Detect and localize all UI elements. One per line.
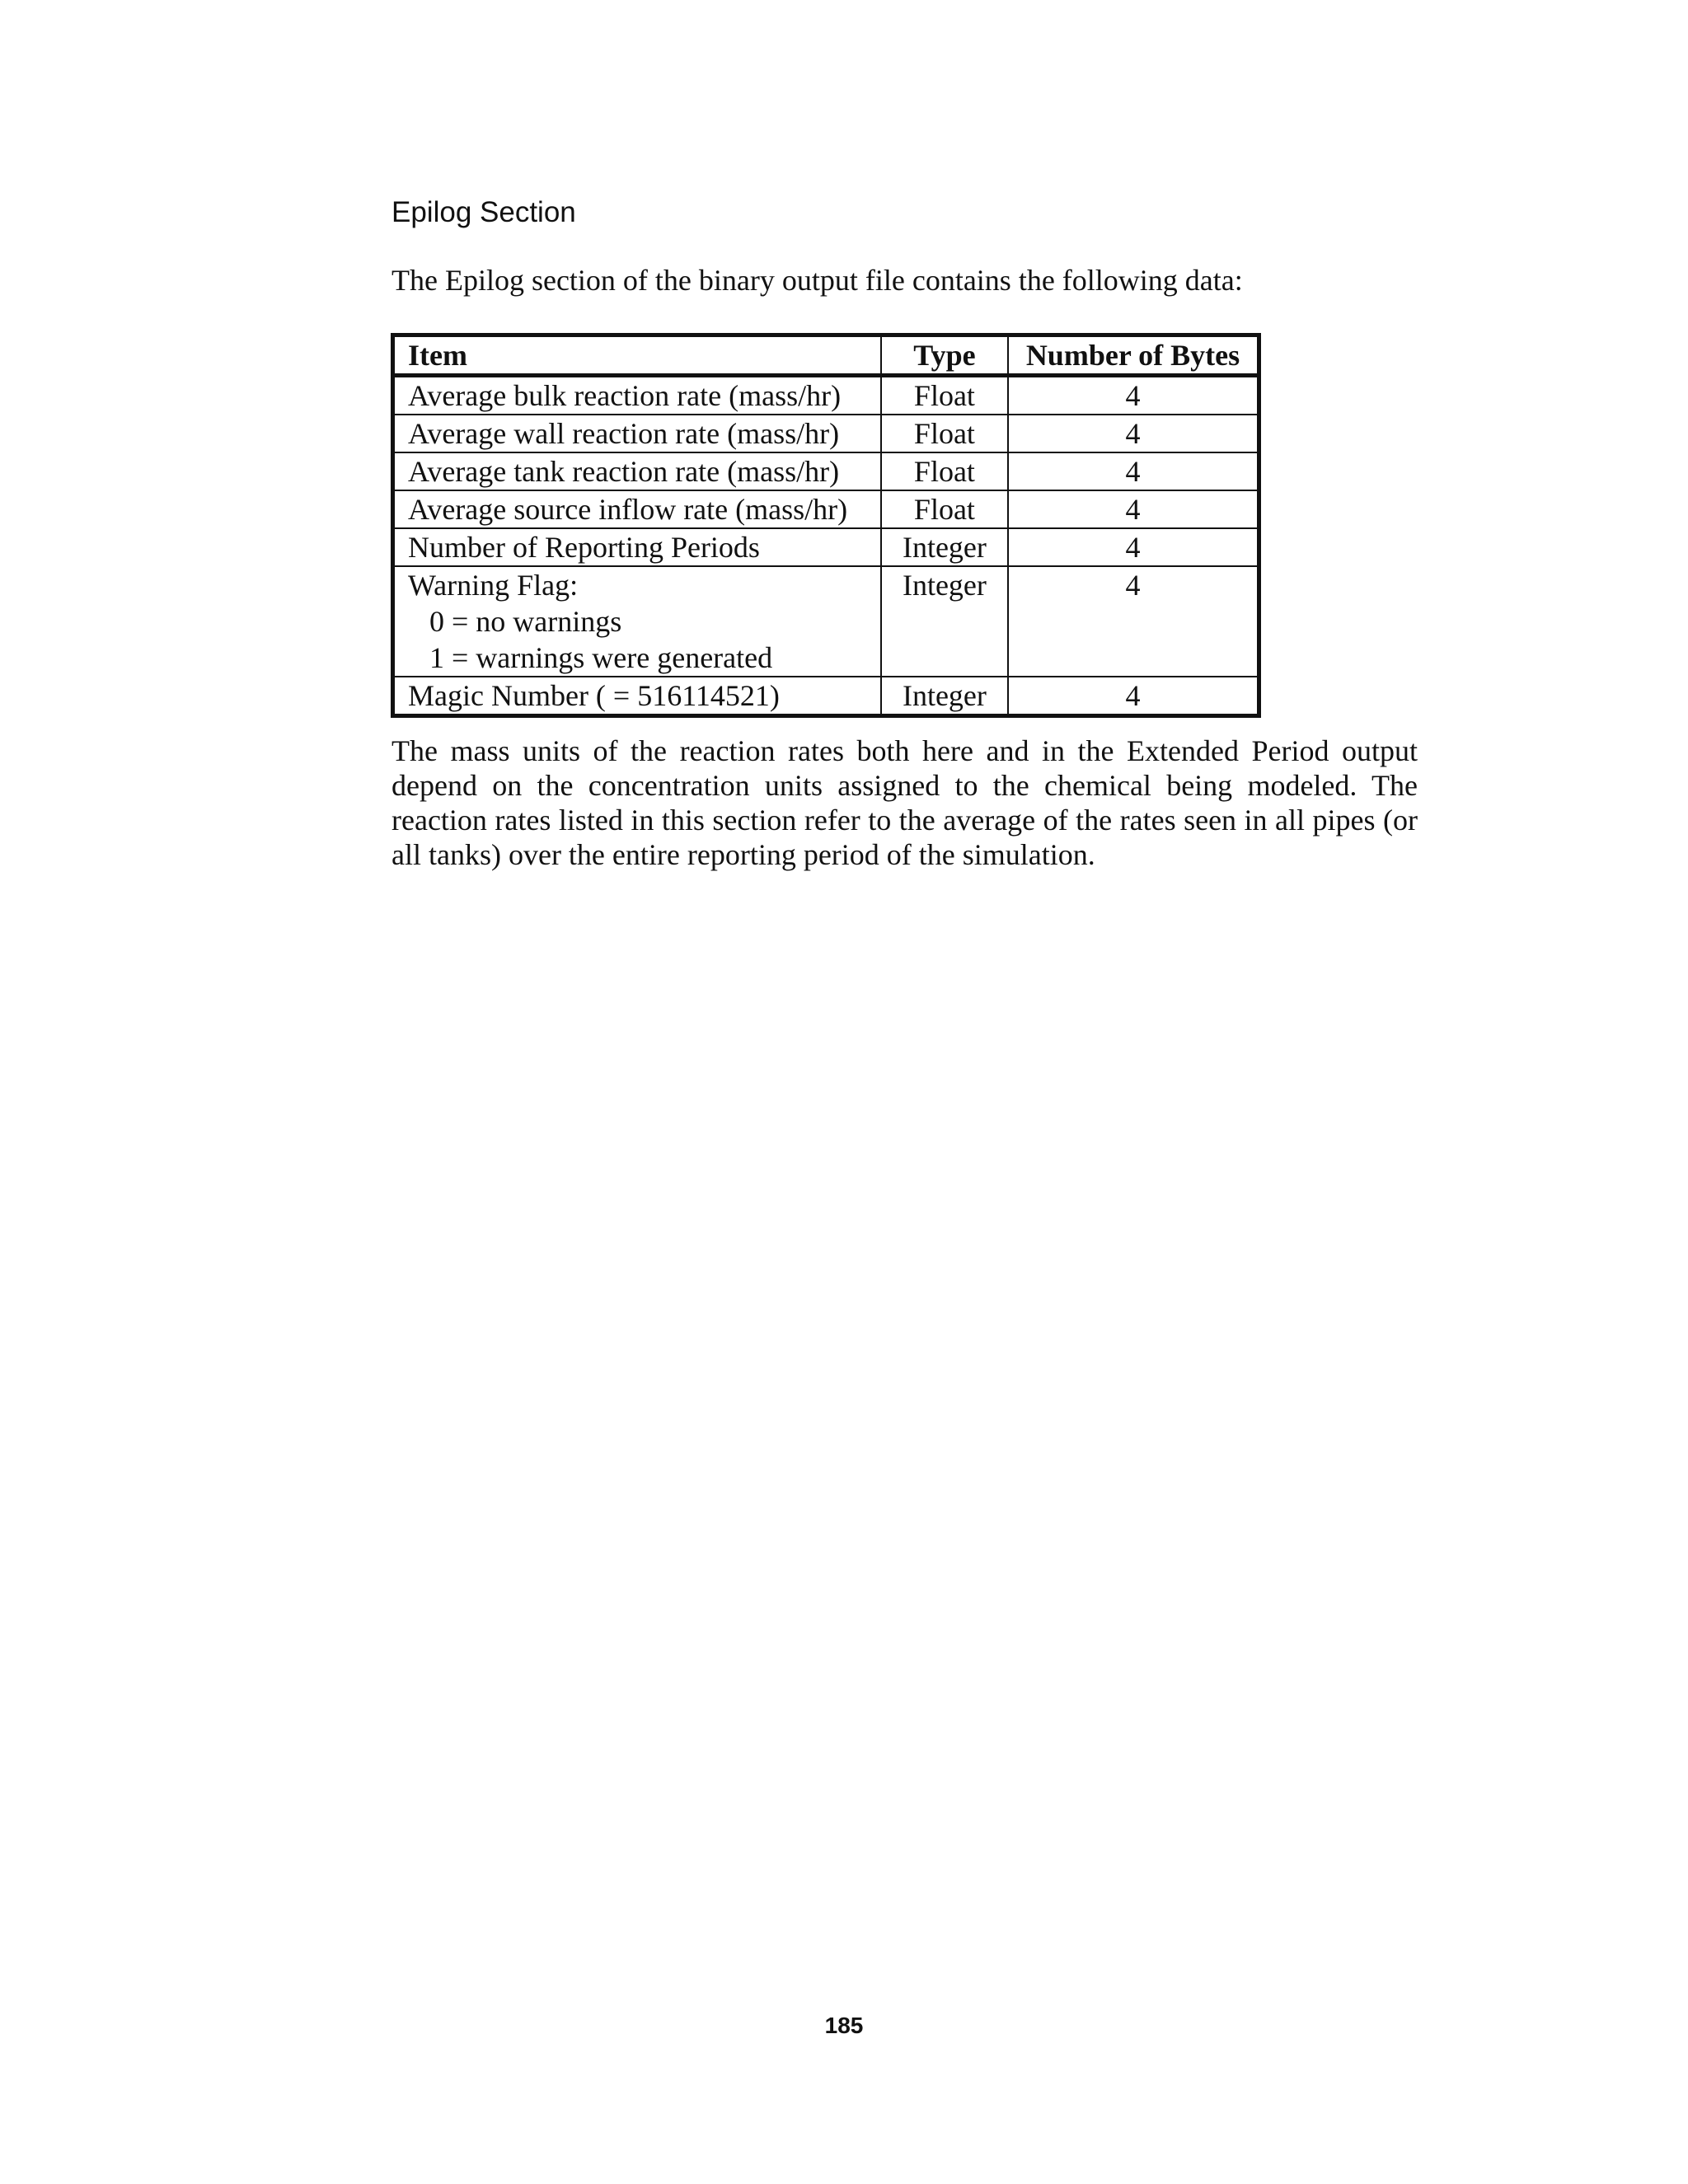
warning-option-generated: 1 = warnings were generated [429, 641, 773, 674]
table-row [393, 415, 1259, 452]
table-row [393, 452, 1259, 490]
cell-bytes: 4 [1008, 677, 1259, 716]
table-row [393, 376, 1259, 415]
epilog-data-table [391, 333, 1261, 718]
header-item: Item [393, 335, 881, 376]
intro-text: The Epilog section of the binary output file contains the following data: [392, 264, 1243, 297]
cell-bytes: 4 [1008, 528, 1259, 566]
page-number: 185 [824, 2013, 864, 2038]
cell-item: Average tank reaction rate (mass/hr) [393, 452, 881, 490]
cell-type: Float [881, 452, 1008, 490]
cell-item: Number of Reporting Periods [393, 528, 881, 566]
cell-bytes: 4 [1008, 415, 1259, 452]
cell-bytes: 4 [1008, 452, 1259, 490]
section-heading: Epilog Section [392, 196, 576, 228]
cell-type: Integer [881, 528, 1008, 566]
cell-type: Float [881, 490, 1008, 528]
table-row [393, 490, 1259, 528]
cell-item: Average source inflow rate (mass/hr) [393, 490, 881, 528]
cell-type: Integer [881, 566, 1008, 677]
table-row [393, 566, 1259, 677]
cell-bytes: 4 [1008, 490, 1259, 528]
cell-item-label: Warning Flag: [408, 569, 579, 602]
cell-type: Float [881, 376, 1008, 415]
cell-item: Average wall reaction rate (mass/hr) [393, 415, 881, 452]
cell-item-warning-flag [393, 566, 881, 677]
cell-type: Integer [881, 677, 1008, 716]
table-row [393, 528, 1259, 566]
table-row [393, 677, 1259, 716]
cell-bytes: 4 [1008, 376, 1259, 415]
header-bytes: Number of Bytes [1008, 335, 1259, 376]
cell-item: Average bulk reaction rate (mass/hr) [393, 376, 881, 415]
cell-bytes: 4 [1008, 566, 1259, 677]
table-header-row [393, 335, 1259, 376]
header-type: Type [881, 335, 1008, 376]
cell-type: Float [881, 415, 1008, 452]
warning-option-none: 0 = no warnings [429, 605, 622, 638]
body-paragraph: The mass units of the reaction rates both here and in the Extended Period output depend on the concentration units assigned to the chemical being modeled. The reaction rates listed in this section refer to the average of the rates seen in all pipes (or all tanks) over the entire reporting period of the simulation. [392, 734, 1418, 871]
cell-item: Magic Number ( = 516114521) [393, 677, 881, 716]
